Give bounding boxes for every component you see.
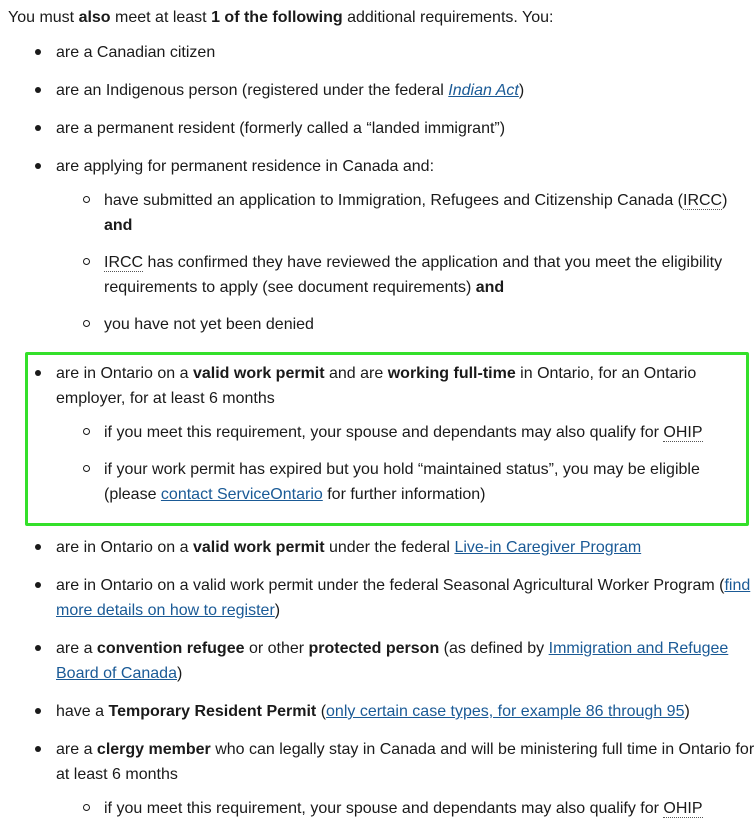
list-item-seasonal-agricultural — [8, 573, 756, 623]
list-item-applying-pr — [8, 154, 756, 337]
clergy-sublist — [56, 796, 756, 821]
list-item-indigenous — [8, 78, 756, 103]
list-item-text: are in Ontario on a — [56, 539, 193, 556]
sublist-item-not-denied — [56, 312, 756, 337]
list-item-text: are an Indigenous person (registered under the federal — [56, 82, 449, 99]
list-item-text: ) — [176, 665, 183, 682]
sublist-item-maintained-status — [56, 457, 756, 507]
contact-serviceontario-link[interactable]: contact ServiceOntario — [160, 486, 323, 503]
sublist-item-confirmed — [56, 250, 756, 300]
bold-working-full-time: working full-time — [387, 365, 516, 382]
list-item-text: are a permanent resident (formerly called a “landed immigrant”) — [56, 120, 506, 137]
list-item-work-permit — [8, 361, 756, 507]
ohip-abbreviation[interactable]: OHIP — [663, 800, 703, 817]
list-item-caregiver — [8, 535, 756, 560]
sublist-item-text: has confirmed they have reviewed the application and that you meet the eligibility requirements to apply (see document requirements) — [104, 254, 723, 296]
list-item-citizen — [8, 40, 756, 65]
bold-valid-work-permit: valid work permit — [192, 365, 325, 382]
list-item-text: are in Ontario on a — [56, 365, 193, 382]
list-item-text: are a — [56, 741, 97, 758]
sublist-item-spouse-ohip — [56, 796, 756, 821]
bold-clergy-member: clergy member — [96, 741, 211, 758]
irb-canada-link[interactable]: Immigration and Refugee Board of Canada — [56, 640, 729, 682]
sublist-item-text: for further information) — [322, 486, 486, 503]
list-item-text: in Ontario, for an Ontario employer, for at least 6 months — [56, 365, 697, 407]
ircc-abbreviation[interactable]: IRCC — [104, 254, 144, 271]
bold-and: and — [475, 279, 505, 296]
bold-convention-refugee: convention refugee — [96, 640, 245, 657]
list-item-refugee — [8, 636, 756, 686]
list-item-clergy — [8, 737, 756, 821]
list-item-text: ( — [316, 703, 327, 720]
list-item-text: under the federal — [324, 539, 455, 556]
bold-and: and — [104, 217, 133, 234]
list-item-text: have a — [56, 703, 109, 720]
intro-text: meet at least — [110, 9, 212, 26]
sublist-item-text: you have not yet been denied — [104, 316, 314, 333]
list-item-text: ) — [518, 82, 525, 99]
sublist-item-submitted — [56, 188, 756, 238]
bold-temporary-resident-permit: Temporary Resident Permit — [108, 703, 317, 720]
list-item-text: (as defined by — [439, 640, 549, 657]
sublist-item-text: have submitted an application to Immigration, Refugees and Citizenship Canada ( — [104, 192, 683, 209]
case-types-link[interactable]: only certain case types, for example 86 through 95 — [326, 703, 685, 720]
sublist-item-text: if you meet this requirement, your spouse and dependants may also qualify for — [104, 800, 664, 817]
list-item-permanent-resident — [8, 116, 756, 141]
intro-bold-also: also — [78, 9, 111, 26]
indian-act-link[interactable]: Indian Act — [448, 82, 519, 99]
list-item-temporary-resident-permit — [8, 699, 756, 724]
list-item-text: are applying for permanent residence in Canada and: — [56, 158, 435, 175]
sublist-item-text: ) — [722, 192, 728, 209]
ircc-abbreviation[interactable]: IRCC — [683, 192, 723, 209]
bold-valid-work-permit: valid work permit — [192, 539, 325, 556]
list-item-text: are a — [56, 640, 97, 657]
applying-sublist — [56, 188, 756, 337]
sublist-item-text: if your work permit has expired but you hold “maintained status”, you may be eligible (please — [104, 461, 700, 503]
intro-text: additional requirements. You: — [342, 9, 554, 26]
list-item-text: who can legally stay in Canada and will be ministering full time in Ontario for at least 6 months — [56, 741, 755, 783]
intro-text: You must — [8, 9, 79, 26]
intro-bold-count: 1 of the following — [211, 9, 343, 26]
ohip-abbreviation[interactable]: OHIP — [663, 424, 703, 441]
list-item-text: ) — [274, 602, 281, 619]
list-item-text: and are — [324, 365, 388, 382]
register-details-link[interactable]: find more details on how to register — [56, 577, 751, 619]
list-item-text: ) — [684, 703, 690, 720]
live-in-caregiver-link[interactable]: Live-in Caregiver Program — [454, 539, 642, 556]
sublist-item-text: if you meet this requirement, your spouse and dependants may also qualify for — [104, 424, 664, 441]
bold-protected-person: protected person — [308, 640, 440, 657]
list-item-text: or other — [244, 640, 309, 657]
requirements-list — [8, 40, 756, 821]
sublist-item-spouse-ohip — [56, 420, 756, 445]
list-item-text: are a Canadian citizen — [56, 44, 216, 61]
work-permit-sublist — [56, 420, 756, 507]
intro-paragraph — [8, 5, 756, 30]
list-item-text: are in Ontario on a valid work permit under the federal Seasonal Agricultural Worker Program ( — [56, 577, 725, 594]
